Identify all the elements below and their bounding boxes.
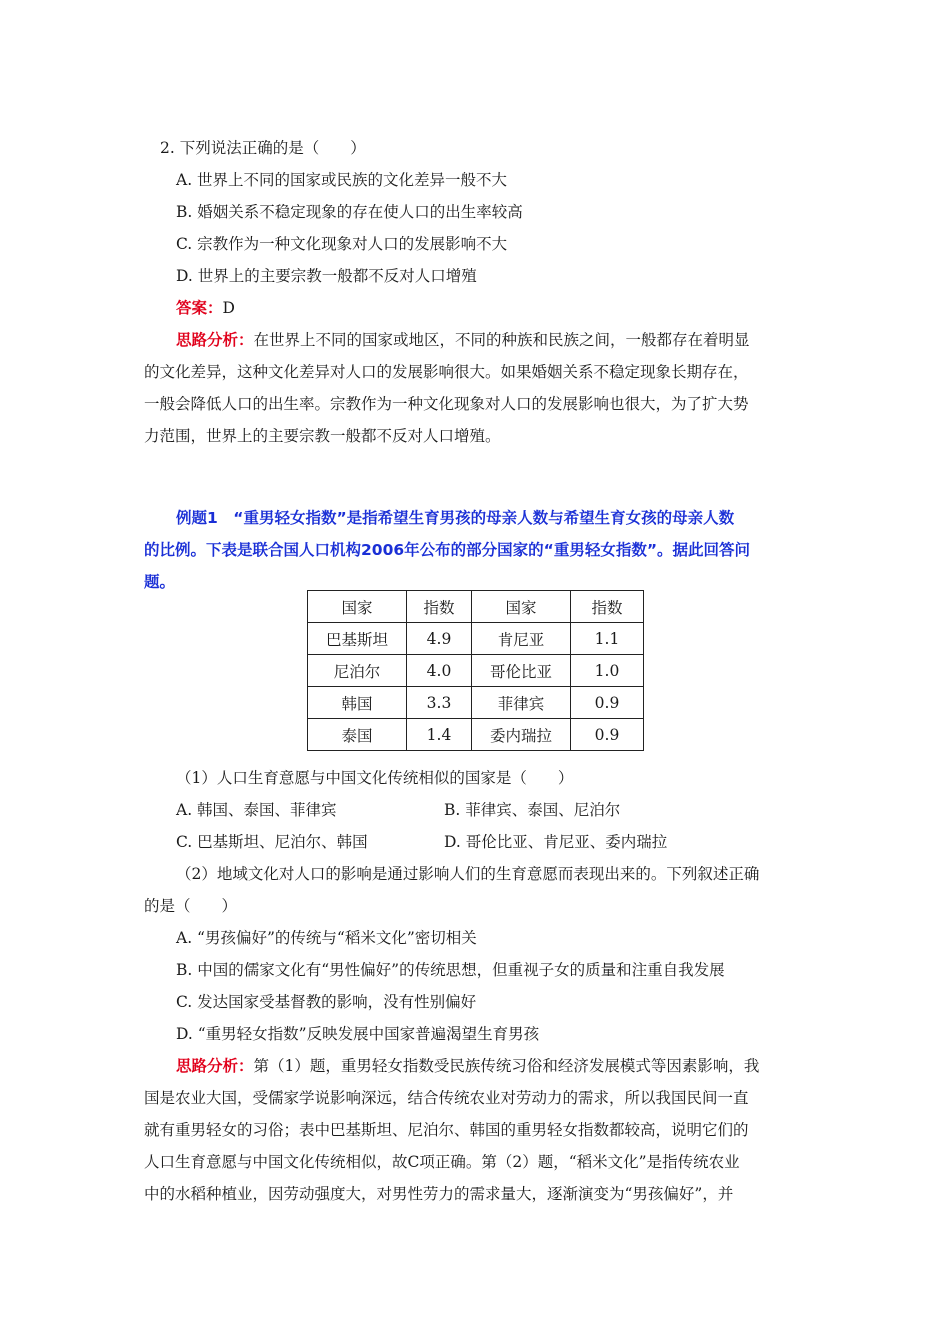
sub-question-2-option-d: D. “重男轻女指数”反映发展中国家普遍渴望生育男孩: [176, 1025, 540, 1043]
question-2-stem: 2. 下列说法正确的是（ ）: [160, 139, 366, 157]
table-cell: 3.3: [407, 687, 472, 719]
table-header: 国家: [472, 591, 571, 623]
table-cell: 1.0: [571, 655, 644, 687]
table-header: 指数: [407, 591, 472, 623]
example-1-intro-line-2: 的比例。下表是联合国人口机构2006年公布的部分国家的“重男轻女指数”。据此回答问: [144, 541, 751, 559]
table-cell: 4.0: [407, 655, 472, 687]
sub-question-1-option-c: C. 巴基斯坦、尼泊尔、韩国: [176, 833, 368, 851]
sub-question-2-option-b: B. 中国的儒家文化有“男性偏好”的传统思想，但重视子女的质量和注重自我发展: [176, 961, 725, 979]
example-1-analysis-line-2: 国是农业大国，受儒家学说影响深远，结合传统农业对劳动力的需求，所以我国民间一直: [144, 1089, 749, 1107]
table-cell: 1.1: [571, 623, 644, 655]
example-1-analysis-line-4: 人口生育意愿与中国文化传统相似，故C项正确。第（2）题，“稻米文化”是指传统农业: [144, 1153, 740, 1171]
sub-question-2-option-c: C. 发达国家受基督教的影响，没有性别偏好: [176, 993, 477, 1011]
table-row: [308, 719, 644, 751]
analysis-text: 在世界上不同的国家或地区，不同的种族和民族之间，一般都存在着明显: [253, 331, 750, 349]
question-2-option-d: D. 世界上的主要宗教一般都不反对人口增殖: [176, 267, 477, 285]
table-cell: 委内瑞拉: [472, 719, 571, 751]
question-2-option-a: A. 世界上不同的国家或民族的文化差异一般不大: [176, 171, 508, 189]
question-2-analysis-line-1: [176, 330, 750, 350]
table-header: 指数: [571, 591, 644, 623]
table-cell: 泰国: [308, 719, 407, 751]
question-2-analysis-line-2: 的文化差异，这种文化差异对人口的发展影响很大。如果婚姻关系不稳定现象长期存在，: [144, 363, 749, 381]
example-1-analysis-line-3: 就有重男轻女的习俗；表中巴基斯坦、尼泊尔、韩国的重男轻女指数都较高，说明它们的: [144, 1121, 749, 1139]
table-cell: 0.9: [571, 719, 644, 751]
table-cell: 尼泊尔: [308, 655, 407, 687]
table-cell: 肯尼亚: [472, 623, 571, 655]
example-1-analysis-line-5: 中的水稻种植业，因劳动强度大，对男性劳力的需求量大，逐渐演变为“男孩偏好”，并: [144, 1185, 734, 1203]
table-cell: 0.9: [571, 687, 644, 719]
table-cell: 1.4: [407, 719, 472, 751]
sub-question-1-option-a: A. 韩国、泰国、菲律宾: [176, 801, 337, 819]
analysis-label: 思路分析：: [176, 331, 254, 349]
table-cell: 韩国: [308, 687, 407, 719]
sub-question-2-stem-line-2: 的是（ ）: [144, 897, 238, 915]
table-row: [308, 623, 644, 655]
table-header: 国家: [308, 591, 407, 623]
table-cell: 菲律宾: [472, 687, 571, 719]
sub-question-1-stem: （1）人口生育意愿与中国文化传统相似的国家是（ ）: [176, 769, 574, 787]
table-row: [308, 655, 644, 687]
sub-question-1-option-b: B. 菲律宾、泰国、尼泊尔: [444, 801, 621, 819]
table-cell: 4.9: [407, 623, 472, 655]
example-1-intro-line-3: 题。: [144, 573, 176, 591]
analysis-text: 第（1）题，重男轻女指数受民族传统习俗和经济发展模式等因素影响，我: [253, 1057, 760, 1075]
table-cell: 巴基斯坦: [308, 623, 407, 655]
sub-question-1-option-d: D. 哥伦比亚、肯尼亚、委内瑞拉: [444, 833, 668, 851]
sub-question-2-stem-line-1: （2）地域文化对人口的影响是通过影响人们的生育意愿而表现出来的。下列叙述正确: [176, 865, 760, 883]
question-2-analysis-line-3: 一般会降低人口的出生率。宗教作为一种文化现象对人口的发展影响也很大，为了扩大势: [144, 395, 749, 413]
answer-label: 答案：: [176, 299, 223, 317]
sub-question-2-option-a: A. “男孩偏好”的传统与“稻米文化”密切相关: [176, 929, 477, 947]
question-2-analysis-line-4: 力范围，世界上的主要宗教一般都不反对人口增殖。: [144, 427, 501, 445]
table-cell: 哥伦比亚: [472, 655, 571, 687]
example-1-analysis-line-1: [176, 1056, 759, 1076]
question-2-answer: [176, 298, 235, 318]
analysis-label: 思路分析：: [176, 1057, 254, 1075]
example-1-intro-line-1: 例题1 “重男轻女指数”是指希望生育男孩的母亲人数与希望生育女孩的母亲人数: [176, 509, 735, 527]
table-header-row: [308, 591, 644, 623]
preference-index-table: [307, 590, 644, 751]
question-2-option-c: C. 宗教作为一种文化现象对人口的发展影响不大: [176, 235, 508, 253]
answer-value: D: [222, 299, 235, 317]
question-2-option-b: B. 婚姻关系不稳定现象的存在使人口的出生率较高: [176, 203, 523, 221]
table-row: [308, 687, 644, 719]
